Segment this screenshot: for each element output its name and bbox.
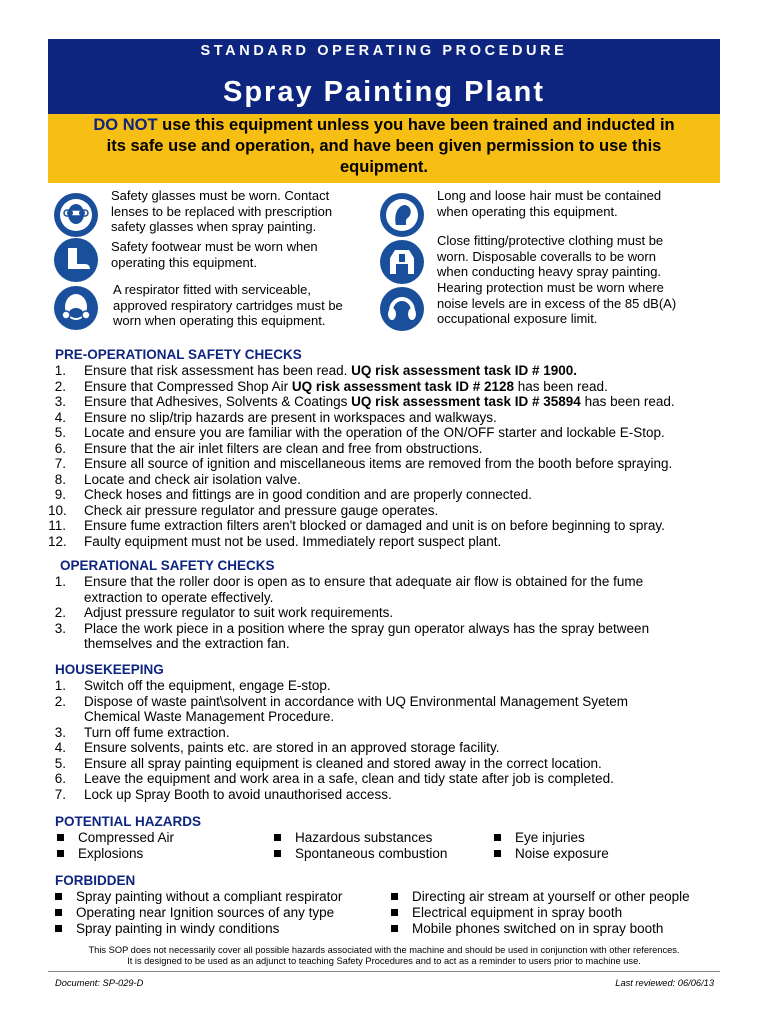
item-text: Ensure that risk assessment has been read. [84,363,352,378]
item-text: Locate and check air isolation valve. [84,471,301,487]
hazard-item [57,830,174,846]
item-text: Ensure that the roller door is open as to ensure that adequate air flow is obtained for the fume [84,574,644,589]
item-number: 5. [54,755,66,771]
item-number: 2. [54,605,66,620]
ppe-text-clothing [437,233,663,280]
hazard-label: Spontaneous combustion [295,846,448,861]
disclaimer [48,945,720,967]
ppe-line: when operating this equipment. [437,203,618,219]
item-text: Turn off fume extraction. [84,724,230,740]
housekeeping-heading: HOUSEKEEPING [55,662,164,677]
item-number: 8. [54,471,66,487]
bullet-icon [55,909,62,916]
item-text: Adjust pressure regulator to suit work requirements. [84,605,394,620]
disclaimer-line-2: It is designed to be used as an adjunct to teaching Safety Procedures and to act as a reminder to users prior to machine use. [127,956,641,966]
item-text: has been read. [580,394,675,409]
last-reviewed: Last reviewed: 06/06/13 [615,978,714,988]
hazards-section [48,814,720,864]
item-number: 9. [54,487,66,502]
forbidden-item [391,905,622,921]
item-number: 3. [54,620,66,636]
list-item [48,456,720,472]
ppe-text-glasses [111,188,332,235]
item-number: 5. [54,425,66,440]
bullet-icon [55,893,62,900]
list-item [48,740,720,756]
hazard-label: Hazardous substances [295,830,433,845]
item-text: Ensure all source of ignition and miscellaneous items are removed from the booth before spraying. [84,456,673,471]
housekeeping-section [48,662,720,802]
warning-text-1: use this equipment unless you have been trained and inducted in [157,116,675,134]
warning-line-1 [48,115,720,136]
list-item [48,363,720,379]
item-text: UQ risk assessment task ID # 1900. [351,363,578,378]
bullet-icon [494,834,501,841]
forbidden-label: Operating near Ignition sources of any type [76,905,335,920]
bullet-icon [57,834,64,841]
item-text: Faulty equipment must not be used. Immediately report suspect plant. [84,533,502,549]
ppe-line: Close fitting/protective clothing must be [437,233,664,248]
ppe-line: safety glasses when spray painting. [111,219,317,234]
item-number: 4. [54,409,66,425]
item-number: 6. [54,771,66,786]
bullet-icon [274,834,281,841]
item-text: Switch off the equipment, engage E-stop. [84,678,331,693]
pre-op-heading: PRE-OPERATIONAL SAFETY CHECKS [55,347,302,362]
item-text: Leave the equipment and work area in a safe, clean and tidy state after job is completed. [84,771,614,786]
bullet-icon [391,893,398,900]
op-section [48,558,720,652]
item-text: Ensure that the air inlet filters are clean and free from obstructions. [84,440,483,456]
item-number: 1. [54,574,66,589]
item-text: UQ risk assessment task ID # 35894 [351,394,581,409]
forbidden-label: Electrical equipment in spray booth [412,905,623,920]
ppe-line: noise levels are in excess of the 85 dB(A) [437,295,677,311]
forbidden-item [55,889,342,905]
ppe-text-footwear [111,239,318,270]
bullet-icon [391,925,398,932]
ppe-requirements [48,183,720,333]
list-item [48,518,720,534]
ppe-line: when conducting heavy spray painting. [437,264,662,279]
ppe-line: lenses to be replaced with prescription [111,203,333,219]
forbidden-item [55,921,279,937]
sop-page [48,39,720,988]
item-number: 1. [54,678,66,693]
list-item [48,394,720,410]
item-number: 1. [54,363,66,378]
hazards-heading: POTENTIAL HAZARDS [55,814,202,829]
item-number: 12. [48,533,67,549]
sop-header [48,39,720,114]
do-not-text: DO NOT [93,116,158,134]
hazard-item [274,830,432,846]
ppe-line: approved respiratory cartridges must be [113,297,343,313]
hazard-label: Eye injuries [515,830,585,845]
forbidden-list [48,889,720,939]
long-hair-icon [380,193,424,237]
list-item [48,756,720,772]
bullet-icon [391,909,398,916]
item-text: Ensure solvents, paints etc. are stored in an approved storage facility. [84,740,500,755]
ppe-line: worn when operating this equipment. [113,313,326,328]
document-id: Document: SP-029-D [55,978,144,988]
ppe-text-hair [437,188,661,219]
op-heading: OPERATIONAL SAFETY CHECKS [60,558,275,573]
item-text: Ensure fume extraction filters aren't blocked or damaged and unit is on before beginning to spray. [84,518,665,533]
item-number: 10. [48,502,67,518]
ppe-line: occupational exposure limit. [437,311,598,326]
ppe-line: worn. Disposable coveralls to be worn [437,248,656,264]
list-item [48,379,720,395]
item-text: Ensure that Compressed Shop Air [84,378,292,394]
item-text: Ensure no slip/trip hazards are present in workspaces and walkways. [84,409,497,425]
item-text: has been read. [514,378,608,394]
hazard-label: Explosions [78,846,144,861]
housekeeping-list [48,678,720,802]
item-number: 3. [54,724,66,740]
forbidden-heading: FORBIDDEN [55,873,136,888]
list-item [48,487,720,503]
hazard-item [494,846,609,862]
item-number: 4. [54,740,66,755]
page-title: Spray Painting Plant [223,76,545,108]
item-number: 3. [54,394,66,409]
item-text: extraction to operate effectively. [84,589,274,605]
ppe-line: operating this equipment. [111,254,257,270]
list-item [48,574,720,605]
item-text: Lock up Spray Booth to avoid unauthorised access. [84,786,392,802]
list-item [48,678,720,694]
list-item [48,410,720,426]
ppe-line: Hearing protection must be worn where [437,280,664,295]
item-number: 2. [54,378,66,394]
protective-clothing-icon [380,240,424,284]
forbidden-label: Mobile phones switched on in spray booth [412,921,664,936]
bullet-icon [274,850,281,857]
list-item [48,787,720,803]
warning-line-3: equipment. [339,158,428,176]
item-text: Ensure all spray painting equipment is cleaned and stored away in the correct location. [84,755,602,771]
pre-op-section [48,347,720,549]
hazard-item [57,846,143,862]
hazard-label: Compressed Air [78,830,175,845]
item-text: themselves and the extraction fan. [84,636,290,651]
pre-op-list [48,363,720,549]
forbidden-label: Spray painting without a compliant respirator [76,889,343,904]
item-number: 7. [54,456,66,471]
list-item [48,441,720,457]
disclaimer-line-1: This SOP does not necessarily cover all possible hazards associated with the machine and should be used in conjunction with other references. [88,945,680,955]
ppe-line: Long and loose hair must be contained [437,188,662,203]
item-text: Chemical Waste Management Procedure. [84,709,335,724]
ppe-text-respirator [113,282,343,329]
op-list [48,574,720,652]
forbidden-item [391,889,690,905]
header-subtitle: STANDARD OPERATING PROCEDURE [200,43,568,59]
ppe-line: Safety footwear must be worn when [111,239,318,254]
ppe-line: Safety glasses must be worn. Contact [111,188,330,203]
respirator-icon [54,286,98,330]
list-item [48,694,720,725]
bullet-icon [494,850,501,857]
item-number: 2. [54,693,66,709]
item-text: UQ risk assessment task ID # 2128 [291,378,514,394]
item-text: Dispose of waste paint\solvent in accordance with UQ Environmental Management Syetem [84,693,629,709]
item-text: Place the work piece in a position where the spray gun operator always has the spray between [84,620,650,636]
hazard-label: Noise exposure [515,846,609,861]
hazards-list [48,830,720,864]
forbidden-item [55,905,334,921]
item-text: Ensure that Adhesives, Solvents & Coatings [84,394,352,409]
list-item [48,503,720,519]
hazard-item [274,846,447,862]
forbidden-section [48,873,720,939]
forbidden-label: Spray painting in windy conditions [76,921,280,936]
bullet-icon [55,925,62,932]
list-item [48,621,720,652]
hearing-protection-icon [380,287,424,331]
warning-line-2: its safe use and operation, and have been given permission to use this [106,137,662,155]
item-number: 11. [48,518,66,533]
ppe-text-hearing [437,280,676,327]
safety-glasses-icon [54,193,98,237]
forbidden-item [391,921,663,937]
item-text: Check hoses and fittings are in good condition and are properly connected. [84,487,533,502]
ppe-line: A respirator fitted with serviceable, [113,282,311,297]
bullet-icon [57,850,64,857]
forbidden-label: Directing air stream at yourself or other people [412,889,690,904]
warning-banner [48,114,720,183]
footer-divider [48,971,720,972]
item-number: 6. [54,440,66,456]
list-item [48,472,720,488]
item-text: Locate and ensure you are familiar with the operation of the ON/OFF starter and lockable E-Stop. [84,425,665,440]
safety-footwear-icon [54,238,98,282]
item-text: Check air pressure regulator and pressure gauge operates. [84,502,439,518]
hazard-item [494,830,585,846]
list-item [48,771,720,787]
list-item [48,605,720,621]
list-item [48,534,720,550]
list-item [48,725,720,741]
item-number: 7. [54,786,66,802]
list-item [48,425,720,441]
